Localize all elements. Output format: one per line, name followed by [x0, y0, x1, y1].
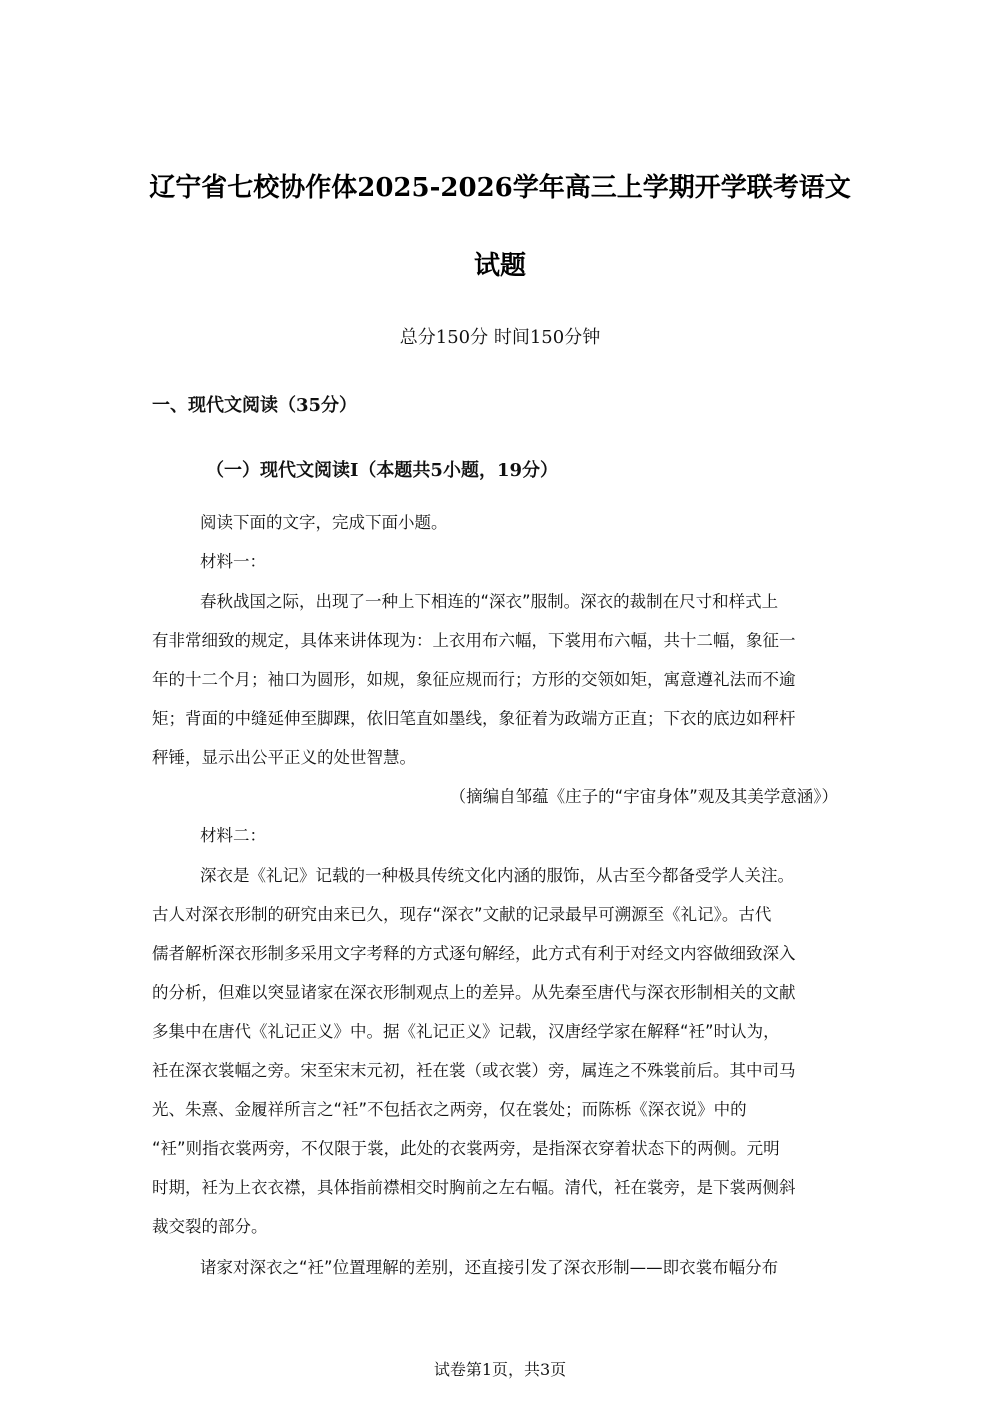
material2-line: 时期，衽为上衣衣襟，具体指前襟相交时胸前之左右幅。清代，衽在裳旁，是下裳两侧斜: [152, 1178, 796, 1197]
material2-line: 多集中在唐代《礼记正义》中。据《礼记正义》记载，汉唐经学家在解释“衽”时认为，: [152, 1022, 780, 1041]
material1-source: （摘编自邹蕴《庄子的“宇宙身体”观及其美学意涵》）: [449, 787, 838, 806]
material2-line: 衽在深衣裳幅之旁。宋至宋末元初，衽在裳（或衣裳）旁，属连之不殊裳前后。其中司马: [152, 1061, 796, 1080]
reading-instruction: 阅读下面的文字，完成下面小题。: [200, 513, 448, 532]
material2-line: 深衣是《礼记》记载的一种极具传统文化内涵的服饰，从古至今都备受学人关注。: [200, 866, 794, 885]
section-heading: 一、现代文阅读（35分）: [152, 395, 358, 416]
material1-line: 有非常细致的规定，具体来讲体现为：上衣用布六幅，下裳用布六幅，共十二幅，象征一: [152, 631, 796, 650]
material2-line: 光、朱熹、金履祥所言之“衽”不包括衣之两旁，仅在裳处；而陈栎《深衣说》中的: [152, 1100, 747, 1119]
material1-line: 秤锤，显示出公平正义的处世智慧。: [152, 748, 416, 767]
exam-title-line1: 辽宁省七校协作体2025-2026学年高三上学期开学联考语文: [149, 173, 851, 203]
exam-title-line2: 试题: [473, 251, 526, 281]
page-footer: 试卷第1页，共3页: [433, 1360, 567, 1379]
material1-label: 材料一：: [200, 552, 266, 571]
material1-line: 春秋战国之际，出现了一种上下相连的“深衣”服制。深衣的裁制在尺寸和样式上: [200, 592, 779, 611]
material1-line: 年的十二个月；袖口为圆形，如规，象征应规而行；方形的交领如矩，寓意遵礼法而不逾: [152, 670, 796, 689]
material2-line: “衽”则指衣裳两旁，不仅限于裳，此处的衣裳两旁，是指深衣穿着状态下的两侧。元明: [152, 1139, 780, 1158]
score-time-info: 总分150分 时间150分钟: [399, 327, 601, 348]
material1-line: 矩；背面的中缝延伸至脚踝，依旧笔直如墨线，象征着为政端方正直；下衣的底边如秤杆: [152, 709, 796, 728]
subsection-heading: （一）现代文阅读I（本题共5小题，19分）: [206, 460, 558, 481]
material2-line: 儒者解析深衣形制多采用文字考释的方式逐句解经，此方式有利于对经文内容做细致深入: [152, 944, 796, 963]
material2-line: 古人对深衣形制的研究由来已久，现存“深衣”文献的记录最早可溯源至《礼记》。古代: [152, 905, 772, 924]
material2-line: 裁交裂的部分。: [152, 1217, 268, 1236]
material2-paragraph2: 诸家对深衣之“衽”位置理解的差别，还直接引发了深衣形制——即衣裳布幅分布: [200, 1258, 779, 1277]
material2-line: 的分析，但难以突显诸家在深衣形制观点上的差异。从先秦至唐代与深衣形制相关的文献: [152, 983, 796, 1002]
material2-label: 材料二：: [200, 826, 266, 845]
